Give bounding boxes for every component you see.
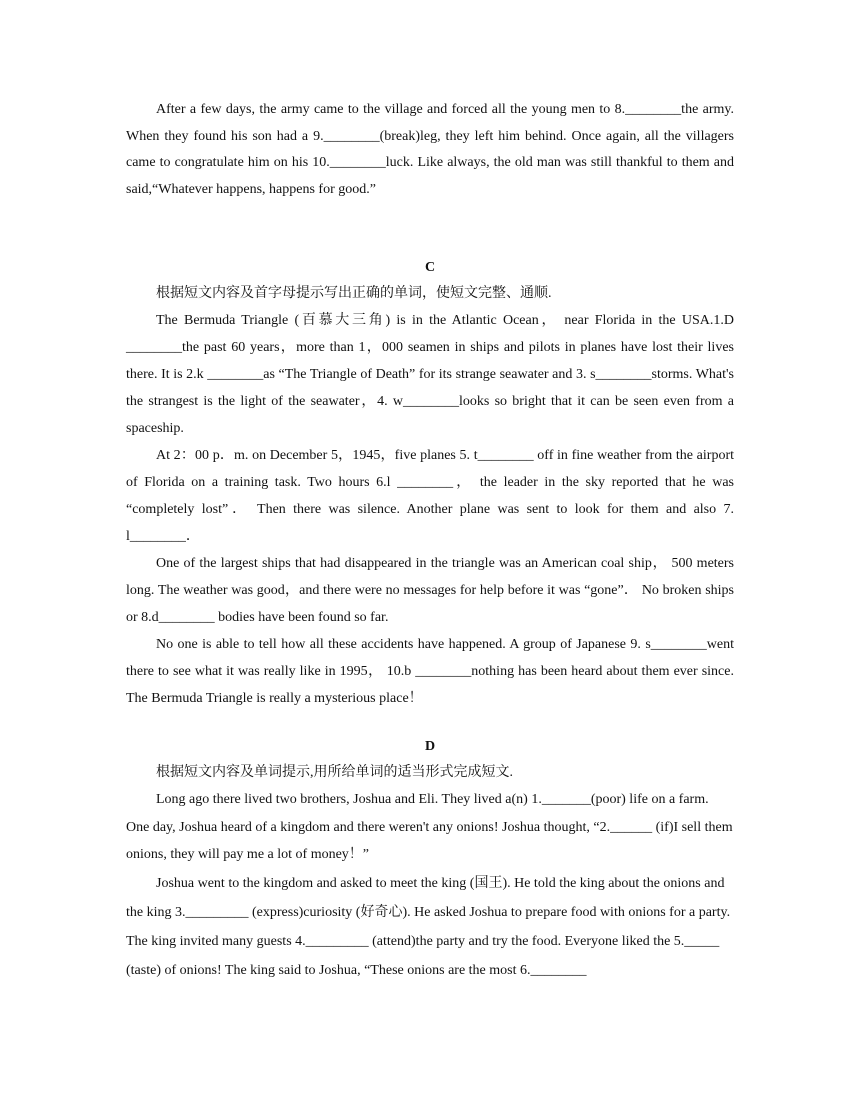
section-d-heading: D	[424, 739, 436, 754]
document-page	[126, 97, 734, 985]
section-d	[126, 734, 734, 985]
section-c-paragraph-4: No one is able to tell how all these accidents have happened. A group of Japanese 9. s________went there to see what it was really like in 1995， 10.b ________nothing has been heard about them ever since. The Bermuda Triangle is really a mysterious place！	[126, 637, 734, 706]
section-d-instruction: 根据短文内容及单词提示,用所给单词的适当形式完成短文.	[156, 765, 513, 780]
section-c-paragraph-2: At 2：00 p．m. on December 5，1945，five planes 5. t________ off in fine weather from the airport of Florida on a training task. Two hours 6.l ________， the leader in the sky reported that he was “completely lost”． Then there was silence. Another plane was sent to look for them and also 7. l________．	[126, 448, 734, 544]
section-c-instruction: 根据短文内容及首字母提示写出正确的单词，使短文完整、通顺.	[156, 286, 552, 301]
section-d-paragraph-2: Joshua went to the kingdom and asked to meet the king (国王). He told the king about the onions and the king 3._________ (express)curiosity (好奇心). He asked Joshua to prepare food with onions for a party. The king invited many guests 4._________ (attend)the party and try the food. Everyone liked the 5._____ (taste) of onions! The king said to Joshua, “These onions are the most 6.________	[126, 875, 731, 978]
section-d-paragraph-1: Long ago there lived two brothers, Joshua and Eli. They lived a(n) 1._______(poor) life on a farm. One day, Joshua heard of a kingdom and there weren't any onions! Joshua thought, “2.______ (if)I sell them onions, they will pay me a lot of money！”	[126, 792, 733, 862]
section-c	[126, 255, 734, 712]
section-c-paragraph-1: The Bermuda Triangle (百慕大三角) is in the Atlantic Ocean， near Florida in the USA.1.D ________the past 60 years，more than 1，000 seamen in ships and pilots in planes have lost their lives there. It is 2.k ________as “The Triangle of Death” for its strange seawater and 3. s________storms. What's the strangest is the light of the seawater，4. w________looks so bright that it can be seen even from a spaceship.	[126, 313, 734, 436]
section-c-heading: C	[424, 260, 436, 275]
section-c-paragraph-3: One of the largest ships that had disappeared in the triangle was an American coal ship， 500 meters long. The weather was good，and there were no messages for help before it was “gone”． No broken ships or 8.d________ bodies have been found so far.	[126, 556, 734, 625]
spacer	[126, 203, 734, 255]
section-d-body	[126, 786, 734, 985]
section-c-body	[126, 307, 734, 712]
section-b-paragraph: After a few days, the army came to the village and forced all the young men to 8.________the army. When they found his son had a 9.________(break)leg, they left him behind. Once again, all the villagers came to congratulate him on his 10.________luck. Like always, the old man was still thankful to them and said,“Whatever happens, happens for good.”	[126, 102, 734, 197]
